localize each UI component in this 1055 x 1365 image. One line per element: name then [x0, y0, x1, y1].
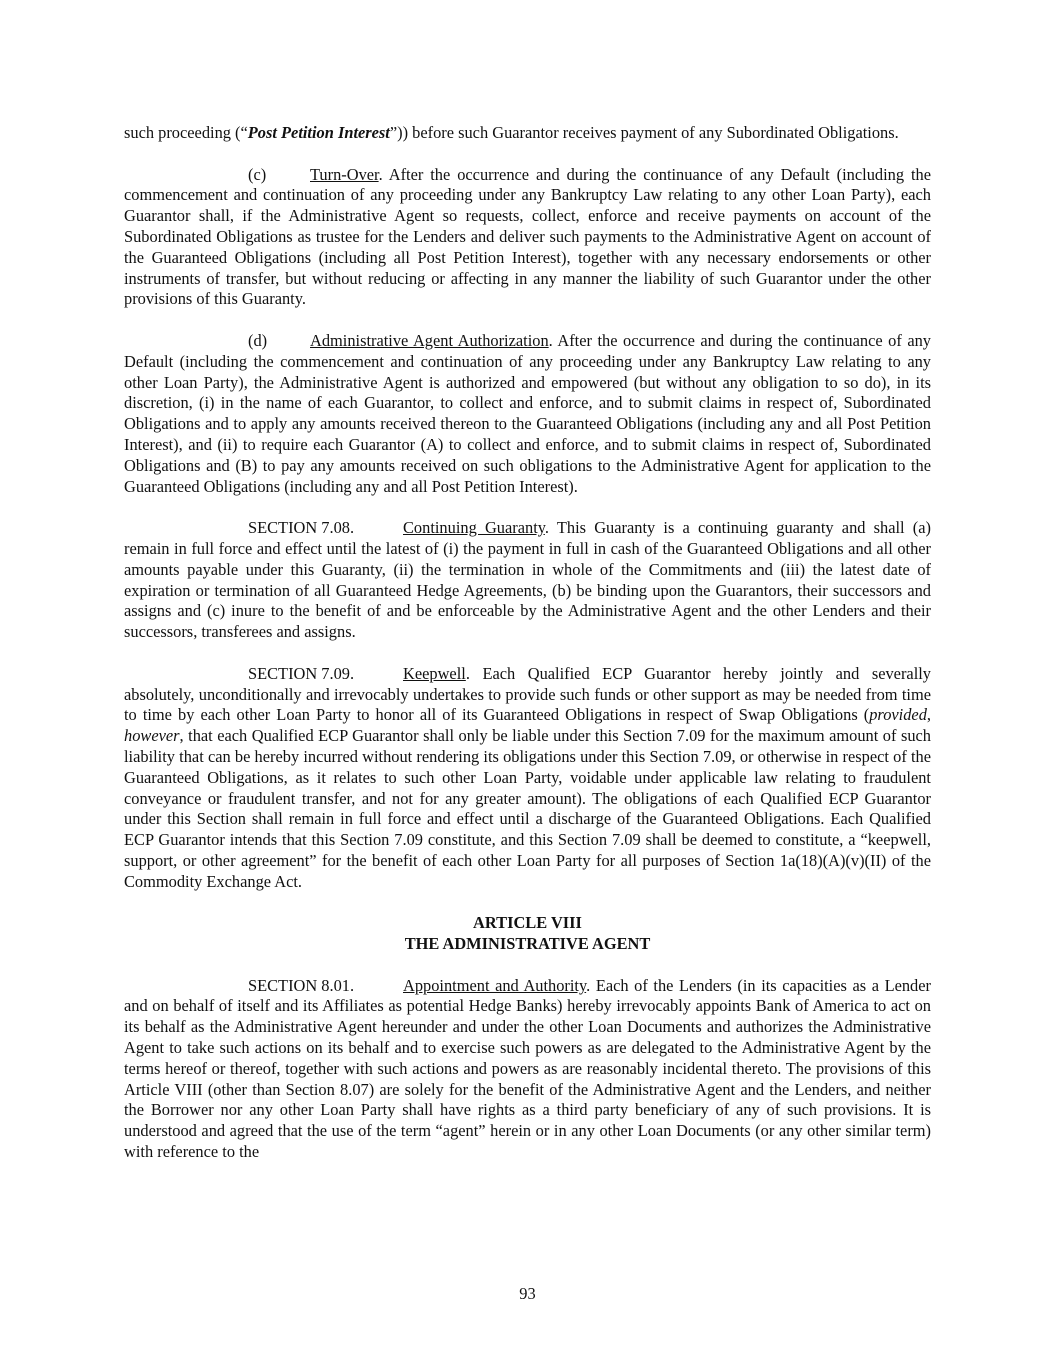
clause-label: (c) — [248, 164, 267, 184]
section-number: SECTION 7.08. — [248, 518, 355, 538]
clause-title: Administrative Agent Authorization — [310, 330, 549, 350]
section-title: Appointment and Authority — [403, 975, 587, 995]
paragraph-agent-authorization: (d) Administrative Agent Authorization. After the occurrence and during the continuance of any Default (including the commencement and continuation of any proceeding under any Bankruptcy Law relating to any other Loan Party), the Administrative Agent is authorized and empowered (but without any obligation to so do), in its discretion, (i) in the name of each Guarantor, to collect and enforce, and to submit claims in respect of, Subordinated Obligations and to apply any amounts received thereon to the Guaranteed Obligations (including any and all Post Petition Interest), and (ii) to require each Guarantor (A) to collect and enforce, and to submit claims in respect of, Subordinated Obligations and (B) to pay any amounts received on such obligations to the Administrative Agent for application to the Guaranteed Obligations (including any and all Post Petition Interest). — [124, 330, 931, 496]
article-number: ARTICLE VIII — [473, 913, 582, 933]
section-number: SECTION 8.01. — [248, 975, 355, 995]
page-number: 93 — [519, 1284, 536, 1303]
article-heading — [124, 913, 931, 955]
article-title: THE ADMINISTRATIVE AGENT — [404, 934, 651, 954]
section-title: Continuing Guaranty — [403, 518, 545, 538]
section-7-09: SECTION 7.09. Keepwell. Each Qualified ECP Guarantor hereby jointly and severally absolutely, unconditionally and irrevocably undertakes to provide such funds or other support as may be needed from time to time by each other Loan Party to honor all of its Guaranteed Obligations in respect of Swap Obligations (provided, however, that each Qualified ECP Guarantor shall only be liable under this Section 7.09 for the maximum amount of such liability that can be hereby incurred without rendering its obligations under this Section 7.09, or otherwise in respect of the Guaranteed Obligations, as it relates to such other Loan Party, voidable under applicable law relating to fraudulent conveyance or fraudulent transfer, and not for any greater amount). The obligations of each Qualified ECP Guarantor under this Section shall remain in full force and effect until a discharge of the Guaranteed Obligations. Each Qualified ECP Guarantor intends that this Section 7.09 constitute, and this Section 7.09 shall be deemed to constitute, a “keepwell, support, or other agreement” for the benefit of each other Loan Party for all purposes of Section 1a(18)(A)(v)(II) of the Commodity Exchange Act. — [124, 663, 931, 891]
section-title: Keepwell — [403, 663, 466, 683]
section-7-08: SECTION 7.08. Continuing Guaranty. This Guaranty is a continuing guaranty and shall (a) remain in full force and effect until the latest of (i) the payment in full in cash of the Guaranteed Obligations and all other amounts payable under this Guaranty, (ii) the termination in whole of the Commitments and (iii) the latest date of expiration or termination of all Guaranteed Hedge Agreements, (b) be binding upon the Guarantors, their successors and assigns and (c) inure to the benefit of and be enforceable by the Administrative Agent and the other Lenders and their successors, transferees and assigns. — [124, 518, 931, 642]
document-page — [124, 123, 931, 1184]
paragraph-turn-over: (c) Turn-Over. After the occurrence and during the continuance of any Default (including the commencement and continuation of any proceeding under any Bankruptcy Law relating to any other Loan Party), each Guarantor shall, if the Administrative Agent so requests, collect, enforce and receive payments on account of the Subordinated Obligations as trustee for the Lenders and deliver such payments to the Administrative Agent on account of the Guaranteed Obligations (including all Post Petition Interest), together with any necessary endorsements or other instruments of transfer, but without reducing or affecting in any manner the liability of such Guarantor under the other provisions of this Guaranty. — [124, 164, 931, 309]
section-8-01: SECTION 8.01. Appointment and Authority. Each of the Lenders (in its capacities as a Lender and on behalf of itself and its Affiliates as potential Hedge Banks) hereby irrevocably appoints Bank of America to act on its behalf as the Administrative Agent hereunder and under the other Loan Documents and authorizes the Administrative Agent to take such actions on its behalf and to exercise such powers as are delegated to the Administrative Agent by the terms hereof or thereof, together with such actions and powers as are reasonably incidental thereto. The provisions of this Article VIII (other than Section 8.07) are solely for the benefit of the Administrative Agent and the Lenders, and neither the Borrower nor any other Loan Party shall have rights as a third party beneficiary of any of such provisions. It is understood and agreed that the use of the term “agent” herein or in any other Loan Documents (or any other similar term) with reference to the — [124, 975, 931, 1162]
clause-title: Turn-Over — [310, 164, 379, 184]
clause-label: (d) — [248, 330, 268, 350]
paragraph-post-petition-interest: such proceeding (“Post Petition Interest”)) before such Guarantor receives payment of any Subordinated Obligations. — [124, 123, 899, 142]
section-number: SECTION 7.09. — [248, 663, 355, 683]
defined-term: Post Petition Interest — [247, 123, 390, 142]
